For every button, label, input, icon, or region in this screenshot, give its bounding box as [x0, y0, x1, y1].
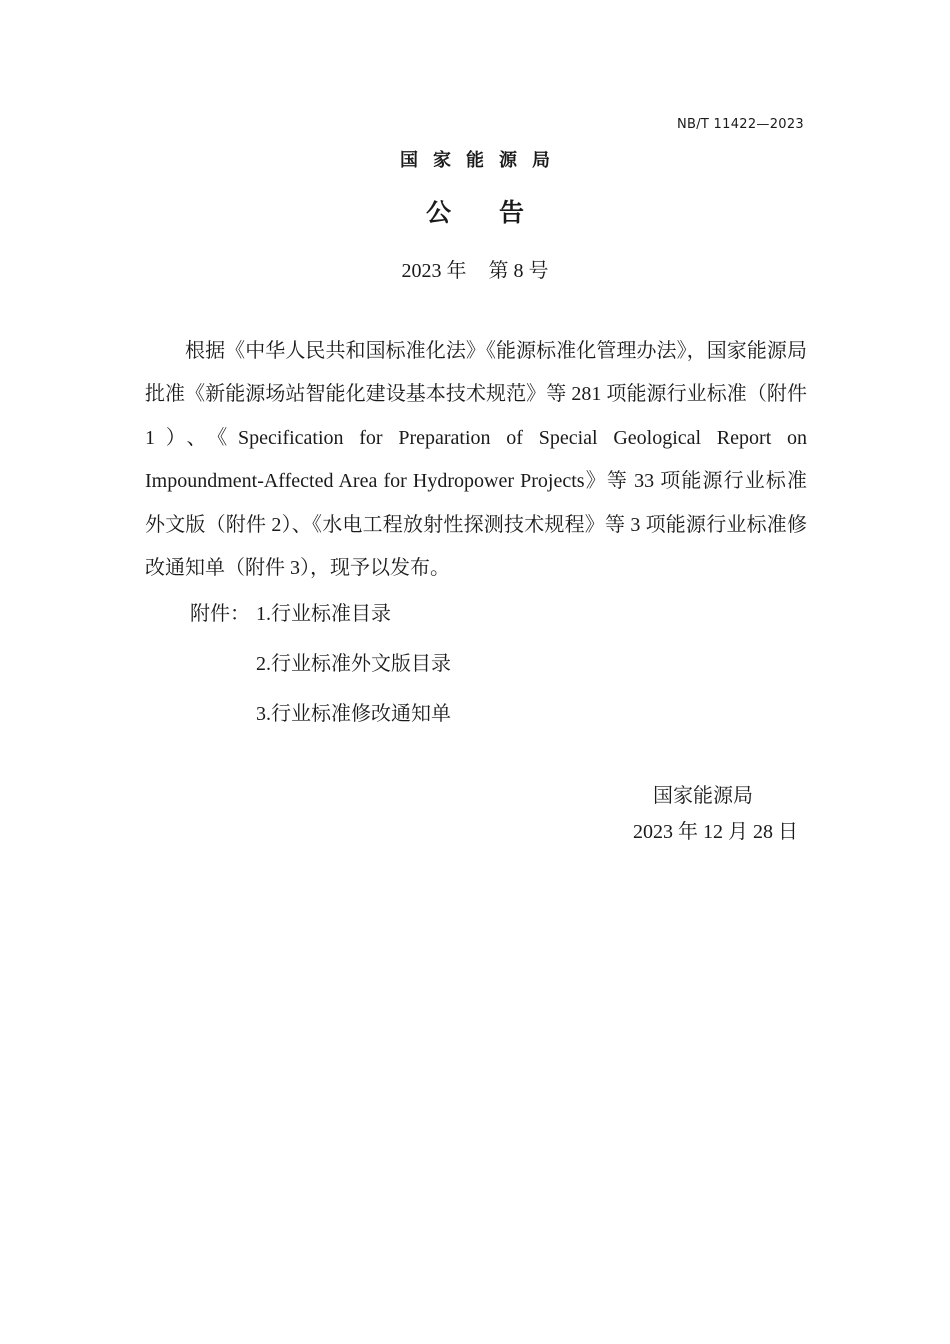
attachment-row [190, 646, 451, 696]
announcement-title [0, 193, 950, 229]
announcement-year: 2023 年 [401, 260, 467, 282]
attachment-row [190, 696, 451, 746]
announcement-issue: 第 8 号 [488, 260, 549, 282]
title-char-2: 告 [499, 198, 525, 227]
signature-block [633, 778, 798, 850]
attachments-list [190, 596, 451, 746]
announcement-number [0, 254, 950, 283]
body-paragraph: 根据《中华人民共和国标准化法》《能源标准化管理办法》，国家能源局批准《新能源场站智能化建设基本技术规范》等 281 项能源行业标准（附件 1）、《Specification for Preparation of Special Geological Report on Impoundment-Affected Area for Hydropower Projects》等 33 项能源行业标准外文版（附件 2）、《水电工程放射性探测技术规程》等 3 项能源行业标准修改通知单（附件 3），现予以发布。 [145, 340, 807, 580]
attachment-item: 1.行业标准目录 [256, 603, 391, 625]
signature-date: 2023 年 12 月 28 日 [633, 821, 798, 843]
title-char-1: 公 [425, 198, 451, 227]
standard-code: NB/T 11422—2023 [676, 117, 804, 132]
attachment-item: 2.行业标准外文版目录 [256, 653, 451, 675]
attachments-label: 附件： [190, 603, 250, 625]
attachment-item: 3.行业标准修改通知单 [256, 703, 451, 725]
attachment-row [190, 596, 451, 646]
signature-organization: 国家能源局 [653, 785, 753, 807]
issuer-heading: 国家能源局 [400, 150, 565, 171]
